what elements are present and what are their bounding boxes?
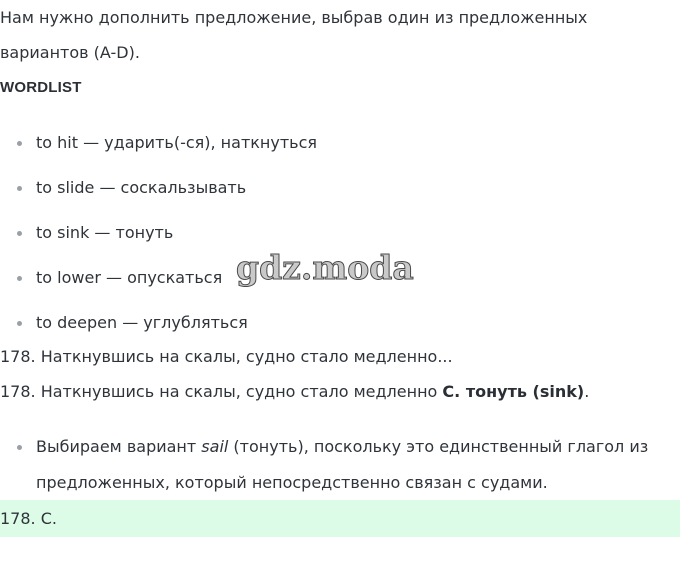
- wordlist-item-text: to deepen — углубляться: [36, 313, 248, 332]
- bullet-icon: [17, 276, 22, 281]
- bullet-icon: [17, 445, 22, 450]
- bullet-icon: [17, 231, 22, 236]
- explanation-line-2: предложенных, который непосредственно связан с судами.: [36, 473, 548, 492]
- final-answer-box: [0, 500, 680, 537]
- wordlist-heading: WORDLIST: [0, 79, 82, 96]
- intro-line-2: вариантов (A-D).: [0, 43, 140, 62]
- bullet-icon: [17, 141, 22, 146]
- question-text: 178. Наткнувшись на скалы, судно стало медленно...: [0, 347, 453, 366]
- watermark-logo: gdz.moda: [236, 248, 414, 287]
- explanation-part-1: Выбираем вариант: [36, 437, 202, 456]
- final-answer-text: 178. C.: [0, 509, 57, 528]
- explanation-line-1: [36, 437, 648, 457]
- wordlist-item-text: to lower — опускаться: [36, 268, 223, 287]
- wordlist-item-text: to sink — тонуть: [36, 223, 174, 242]
- answer-sentence: [0, 382, 589, 402]
- answer-sentence-suffix: .: [584, 382, 590, 401]
- explanation-part-2: (тонуть), поскольку это единственный глагол из: [228, 437, 649, 456]
- answer-sentence-prefix: 178. Наткнувшись на скалы, судно стало медленно: [0, 382, 443, 401]
- bullet-icon: [17, 186, 22, 191]
- wordlist-item-text: to slide — соскальзывать: [36, 178, 247, 197]
- answer-highlight: C. тонуть (sink): [442, 382, 585, 401]
- bullet-icon: [17, 321, 22, 326]
- wordlist-item-text: to hit — ударить(-ся), наткнуться: [36, 133, 318, 152]
- explanation-word: sail: [201, 437, 229, 456]
- intro-line-1: Нам нужно дополнить предложение, выбрав один из предложенных: [0, 8, 588, 27]
